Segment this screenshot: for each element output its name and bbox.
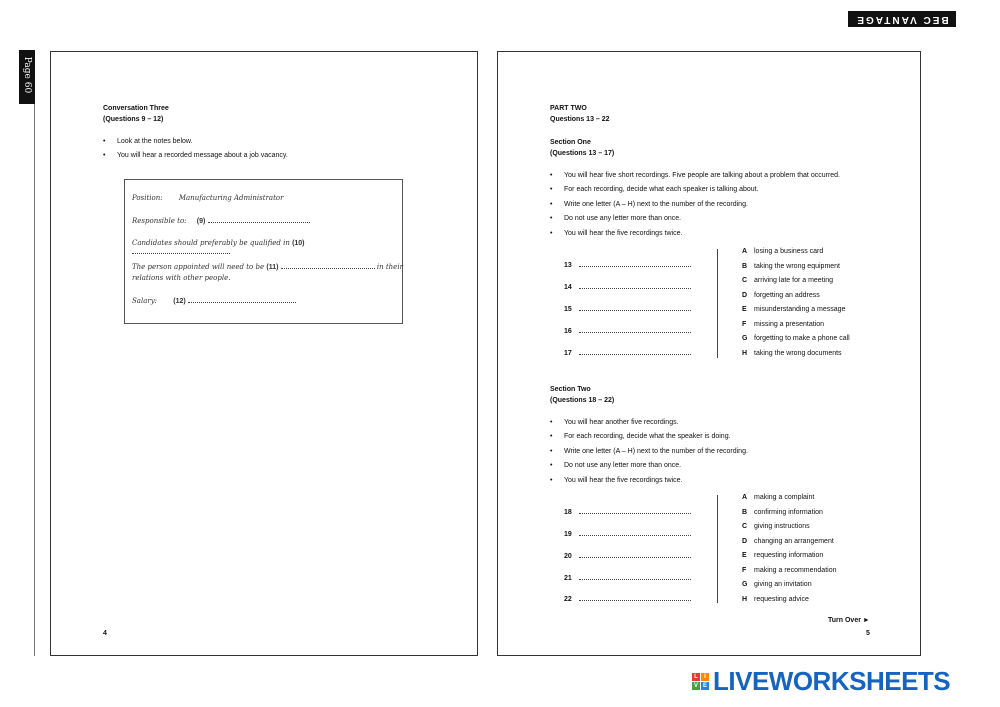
s2-row-18 bbox=[564, 501, 691, 519]
s1-row-15 bbox=[564, 298, 691, 316]
s2-option-b: B confirming information bbox=[742, 509, 823, 516]
person-tail: in their bbox=[376, 263, 403, 271]
s2-number: 18 bbox=[564, 509, 572, 516]
person-row bbox=[132, 262, 403, 271]
s2-number: 21 bbox=[564, 575, 572, 582]
s1-bullet-1: • You will hear five short recordings. Five people are talking about a problem that occurred. bbox=[564, 171, 840, 180]
s1-number: 16 bbox=[564, 328, 572, 335]
s1-number: 17 bbox=[564, 350, 572, 357]
salary-label: Salary: bbox=[132, 297, 158, 305]
s2-bullet-5: • You will hear the five recordings twice. bbox=[564, 476, 682, 485]
side-rule bbox=[34, 104, 35, 656]
s1-number: 13 bbox=[564, 262, 572, 269]
turn-over: Turn Over ► bbox=[828, 617, 870, 624]
answer-12[interactable] bbox=[188, 296, 296, 303]
conversation-heading: Conversation Three bbox=[103, 105, 169, 112]
liveworksheets-logo[interactable] bbox=[692, 668, 950, 694]
s2-bullet-4: • Do not use any letter more than once. bbox=[564, 461, 681, 470]
conversation-subheading: (Questions 9 – 12) bbox=[103, 116, 164, 123]
side-tab bbox=[19, 50, 35, 104]
s2-number: 20 bbox=[564, 553, 572, 560]
answer-20[interactable] bbox=[579, 551, 691, 558]
side-tab-text: Page 60 bbox=[22, 56, 32, 94]
person-line2: relations with other people. bbox=[132, 274, 231, 282]
header-tab-text: BEC VANTAGE bbox=[855, 14, 949, 25]
s1-option-h: H taking the wrong documents bbox=[742, 350, 842, 357]
logo-badge-l: L bbox=[692, 673, 700, 681]
left-bullet-1: • Look at the notes below. bbox=[117, 137, 193, 146]
right-page-number: 5 bbox=[866, 630, 870, 637]
s1-divider bbox=[717, 249, 718, 358]
s2-bullet-2: • For each recording, decide what the speaker is doing. bbox=[564, 432, 731, 441]
section2-title: Section Two bbox=[550, 386, 591, 393]
s1-option-b: B taking the wrong equipment bbox=[742, 263, 840, 270]
s1-option-a: A losing a business card bbox=[742, 248, 824, 255]
s1-option-f: F missing a presentation bbox=[742, 321, 825, 328]
answer-9[interactable] bbox=[208, 216, 310, 223]
answer-15[interactable] bbox=[579, 304, 691, 311]
s1-option-c: C arriving late for a meeting bbox=[742, 277, 833, 284]
s1-bullet-5: • You will hear the five recordings twice. bbox=[564, 229, 682, 238]
s2-option-e: E requesting information bbox=[742, 552, 824, 559]
s2-divider bbox=[717, 495, 718, 603]
answer-19[interactable] bbox=[579, 529, 691, 536]
part-questions: Questions 13 – 22 bbox=[550, 116, 610, 123]
candidates-label: Candidates should preferably be qualified in bbox=[132, 239, 290, 247]
answer-14[interactable] bbox=[579, 282, 691, 289]
s1-option-g: G forgetting to make a phone call bbox=[742, 335, 850, 342]
left-page bbox=[50, 51, 478, 656]
logo-badge-icon bbox=[692, 673, 709, 690]
responsible-label: Responsible to: bbox=[132, 217, 187, 225]
s1-row-17 bbox=[564, 342, 691, 360]
s1-bullet-4: • Do not use any letter more than once. bbox=[564, 214, 681, 223]
s2-option-g: G giving an invitation bbox=[742, 581, 812, 588]
s1-row-14 bbox=[564, 276, 691, 294]
s1-row-16 bbox=[564, 320, 691, 338]
section1-questions: (Questions 13 – 17) bbox=[550, 150, 615, 157]
s2-option-c: C giving instructions bbox=[742, 523, 810, 530]
s2-row-21 bbox=[564, 567, 691, 585]
header-tab bbox=[848, 11, 956, 27]
logo-badge-i: I bbox=[701, 673, 709, 681]
logo-text: LIVEWORKSHEETS bbox=[713, 666, 951, 696]
logo-badge-v: V bbox=[693, 682, 698, 689]
answer-18[interactable] bbox=[579, 507, 691, 514]
s1-row-13 bbox=[564, 254, 691, 272]
s2-bullet-3: • Write one letter (A – H) next to the number of the recording. bbox=[564, 447, 748, 456]
q9-label: (9) bbox=[196, 218, 206, 225]
position-row bbox=[132, 194, 283, 202]
answer-22[interactable] bbox=[579, 594, 691, 601]
section2-questions: (Questions 18 – 22) bbox=[550, 397, 615, 404]
salary-row bbox=[132, 296, 296, 305]
s1-bullet-3: • Write one letter (A – H) next to the number of the recording. bbox=[564, 200, 748, 209]
s2-number: 22 bbox=[564, 596, 572, 603]
q11-label: (11) bbox=[266, 264, 279, 271]
answer-17[interactable] bbox=[579, 348, 691, 355]
q12-label: (12) bbox=[173, 298, 186, 305]
answer-16[interactable] bbox=[579, 326, 691, 333]
s2-number: 19 bbox=[564, 531, 572, 538]
s2-row-20 bbox=[564, 545, 691, 563]
left-page-number: 4 bbox=[103, 630, 107, 637]
left-bullet-2: • You will hear a recorded message about a job vacancy. bbox=[117, 151, 288, 160]
answer-11[interactable] bbox=[281, 262, 375, 269]
logo-badge-e: E bbox=[702, 682, 707, 689]
s1-number: 15 bbox=[564, 306, 572, 313]
answer-21[interactable] bbox=[579, 573, 691, 580]
answer-10[interactable] bbox=[132, 247, 230, 254]
position-value: Manufacturing Administrator bbox=[178, 194, 284, 202]
right-page bbox=[497, 51, 921, 656]
position-label: Position: bbox=[132, 194, 163, 202]
responsible-row bbox=[132, 216, 310, 225]
s1-option-d: D forgetting an address bbox=[742, 292, 820, 299]
candidates-row bbox=[132, 239, 402, 256]
s1-option-e: E misunderstanding a message bbox=[742, 306, 846, 313]
answer-13[interactable] bbox=[579, 260, 691, 267]
notes-box bbox=[124, 179, 403, 324]
s2-option-a: A making a complaint bbox=[742, 494, 815, 501]
s2-option-d: D changing an arrangement bbox=[742, 538, 834, 545]
person-label: The person appointed will need to be bbox=[132, 263, 265, 271]
s2-bullet-1: • You will hear another five recordings. bbox=[564, 418, 679, 427]
s1-bullet-2: • For each recording, decide what each speaker is talking about. bbox=[564, 185, 759, 194]
s2-option-h: H requesting advice bbox=[742, 596, 809, 603]
s2-option-f: F making a recommendation bbox=[742, 567, 837, 574]
part-title: PART TWO bbox=[550, 105, 587, 112]
section1-title: Section One bbox=[550, 139, 591, 146]
s2-row-22 bbox=[564, 588, 691, 606]
s2-row-19 bbox=[564, 523, 691, 541]
q10-label: (10) bbox=[292, 240, 305, 247]
s1-number: 14 bbox=[564, 284, 572, 291]
